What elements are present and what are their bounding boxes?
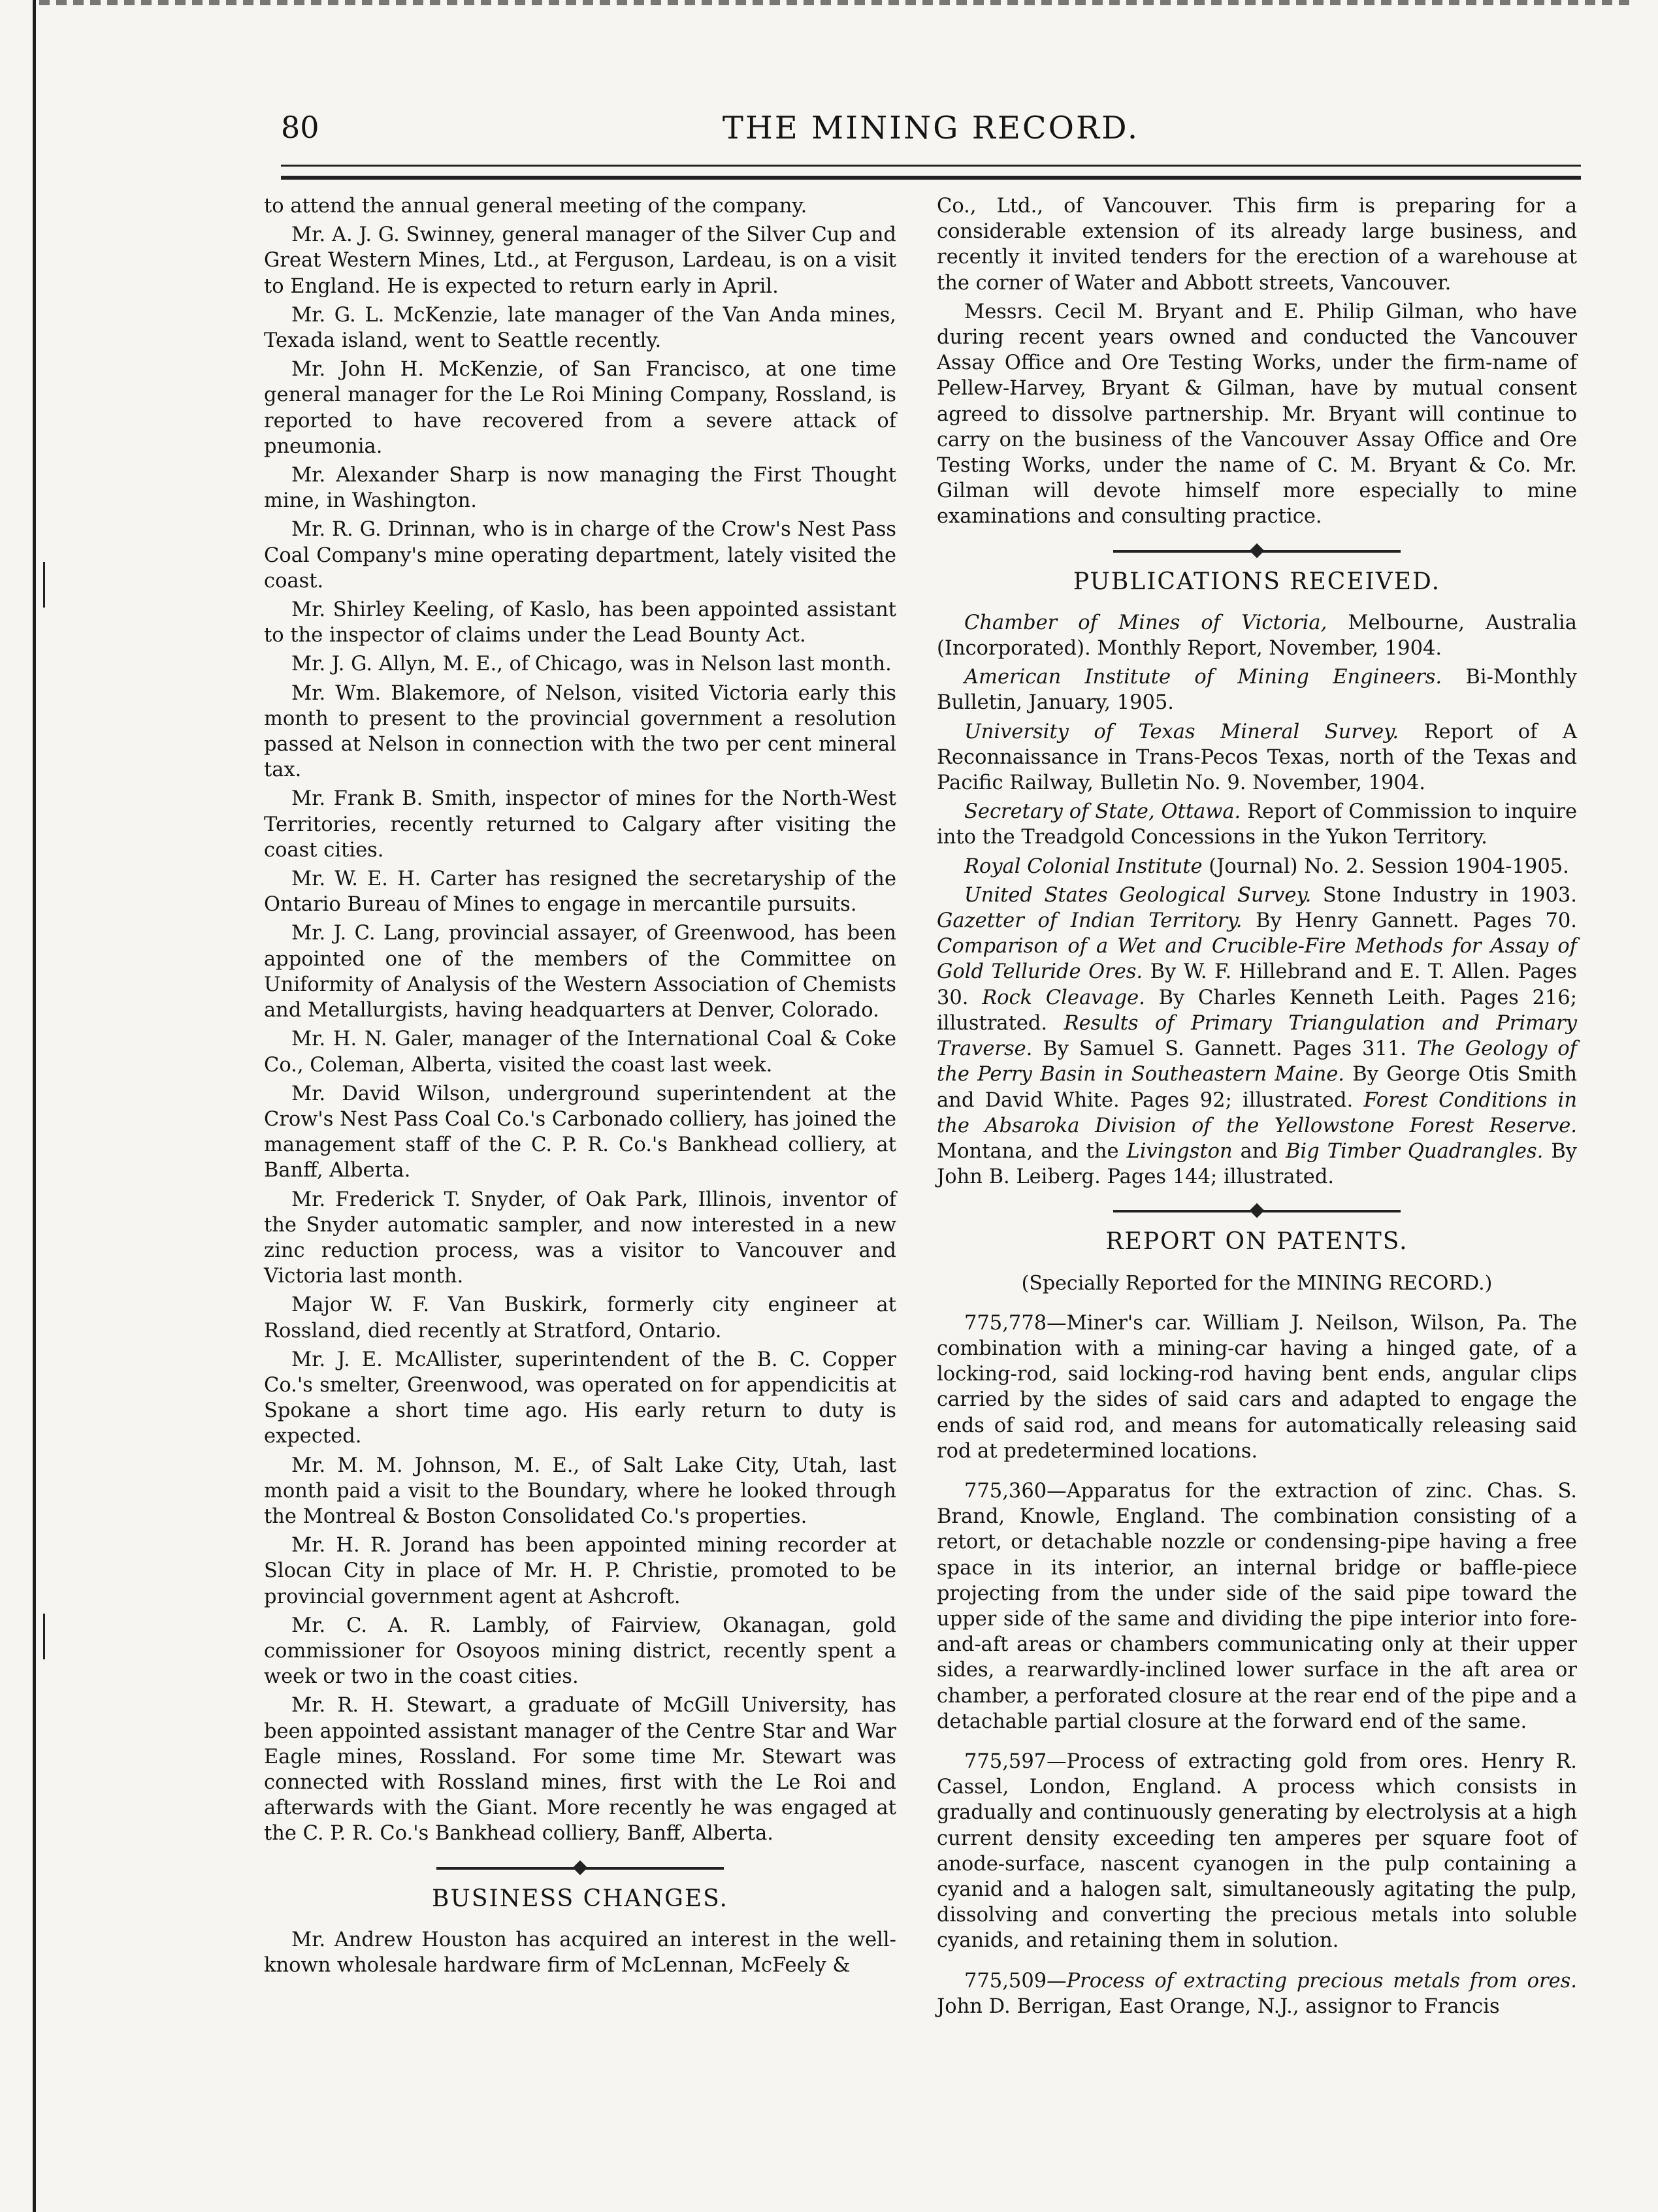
- publication-title: Comparison of a Wet and Crucible-Fire Methods for Assay of Gold Telluride Ores.: [937, 935, 1577, 984]
- paragraph: Mr. W. E. H. Carter has resigned the secretaryship of the Ontario Bureau of Mines to engage in mercantile pursuits.: [264, 868, 896, 917]
- paragraph: Mr. Frederick T. Snyder, of Oak Park, Illinois, inventor of the Snyder automatic sampler, and now interested in a new zinc reduction process, was a visitor to Vancouver and Victoria last month.: [264, 1188, 896, 1288]
- publication-entry: [937, 664, 1577, 715]
- publication-entry: [937, 719, 1577, 796]
- publication-entry: [937, 854, 1577, 879]
- page-header: [281, 110, 1581, 155]
- patent-entry: [937, 1968, 1577, 2019]
- publication-title: Results of Primary Triangulation and Primary Traverse.: [937, 1011, 1577, 1061]
- torn-top-edge: [39, 0, 1633, 5]
- paragraph: Mr. R. H. Stewart, a graduate of McGill University, has been appointed assistant manager of the Centre Star and War Eagle mines, Rossland. For some time Mr. Stewart was connected with Rossland mines, first with the Le Roi and afterwards with the Giant. More recently he was engaged at the C. P. R. Co.'s Bankhead colliery, Banff, Alberta.: [264, 1694, 896, 1846]
- publication-text: By Samuel S. Gannett. Pages 311.: [1032, 1037, 1417, 1061]
- publication-text: Montana, and the: [937, 1139, 1127, 1163]
- paragraph: Mr. Wm. Blakemore, of Nelson, visited Victoria early this month to present to the provincial government a resolution passed at Nelson in connection with the two per cent mineral tax.: [264, 681, 896, 782]
- publication-text: Report of Commission to inquire into the Treadgold Concessions in the Yukon Territory.: [937, 800, 1578, 849]
- patent-entry: 775,778—Miner's car. William J. Neilson, Wilson, Pa. The combination with a mining-car having a hinged gate, of a locking-rod, said locking-rod having bent ends, angular clips carried by the sides of said cars and adapted to engage the ends of said rod, and means for automatically releasing said rod at predetermined locations.: [937, 1311, 1577, 1463]
- header-rule: [281, 165, 1581, 180]
- publication-title: Livingston: [1126, 1139, 1233, 1163]
- section-divider: [436, 1862, 724, 1874]
- publication-text: By W. F. Hillebrand and E. T. Allen. Pages 30.: [937, 960, 1577, 1009]
- publication-text: By Charles Kenneth Leith. Pages 216; illustrated.: [937, 986, 1577, 1035]
- paragraph: Mr. David Wilson, underground superintendent at the Crow's Nest Pass Coal Co.'s Carbonado colliery, has joined the management staff of the C. P. R. Co.'s Bankhead colliery, at Banff, Alberta.: [264, 1082, 896, 1182]
- paragraph: Mr. Alexander Sharp is now managing the First Thought mine, in Washington.: [264, 464, 896, 513]
- paragraph: Mr. J. E. McAllister, superintendent of the B. C. Copper Co.'s smelter, Greenwood, was operated on for appendicitis at Spokane a short time ago. His early return to duty is expected.: [264, 1348, 896, 1448]
- paragraph: Mr. H. N. Galer, manager of the International Coal & Coke Co., Coleman, Alberta, visited the coast last week.: [264, 1028, 896, 1077]
- page-binding-edge: [33, 0, 36, 2212]
- publication-title: Gazetter of Indian Territory.: [937, 909, 1243, 933]
- publication-text: (Journal) No. 2. Session 1904-1905.: [1202, 854, 1569, 878]
- paragraph: Mr. G. L. McKenzie, late manager of the Van Anda mines, Texada island, went to Seattle recently.: [264, 303, 896, 353]
- paragraph: Mr. C. A. R. Lambly, of Fairview, Okanagan, gold commissioner for Osoyoos mining district, recently spent a week or two in the coast cities.: [264, 1614, 896, 1689]
- paragraph: Mr. Andrew Houston has acquired an interest in the well-known wholesale hardware firm of McLennan, McFeely &: [264, 1928, 896, 1977]
- patent-entry: 775,360—Apparatus for the extraction of zinc. Chas. S. Brand, Knowle, England. The combination consisting of a retort, or detachable nozzle or condensing-pipe having a free space in its interior, an internal bridge or baffle-piece projecting from the under side of the said pipe toward the upper side of the same and dividing the pipe interior into fore-and-aft areas or chambers communicating only at their upper sides, a rearwardly-inclined lower surface in the aft area or chamber, a perforated closure at the rear end of the pipe and a detachable partial closure at the forward end of the same.: [937, 1479, 1577, 1733]
- publications-heading: PUBLICATIONS RECEIVED.: [1073, 568, 1441, 595]
- publication-source: Secretary of State, Ottawa.: [964, 800, 1241, 824]
- publication-text: Stone Industry in 1903.: [1311, 883, 1577, 907]
- section-divider: [1113, 1205, 1401, 1217]
- publication-text: Melbourne, Australia (Incorporated). Monthly Report, November, 1904.: [937, 611, 1577, 660]
- patent-title: —Process of extracting precious metals from ores.: [1047, 1969, 1577, 1992]
- publication-source: United States Geological Survey.: [964, 883, 1312, 907]
- publication-text: By Henry Gannett. Pages 70.: [1242, 909, 1577, 933]
- business-changes-heading: BUSINESS CHANGES.: [432, 1885, 728, 1912]
- patent-number: 775,509: [964, 1969, 1047, 1992]
- publication-text: By John B. Leiberg. Pages 144; illustrated.: [937, 1139, 1577, 1189]
- paragraph: Co., Ltd., of Vancouver. This firm is preparing for a considerable extension of its already large business, and recently it invited tenders for the erection of a warehouse at the corner of Water and Abbott streets, Vancouver.: [937, 195, 1577, 295]
- paragraph: Mr. A. J. G. Swinney, general manager of the Silver Cup and Great Western Mines, Ltd., at Ferguson, Lardeau, is on a visit to England. He is expected to return early in April.: [264, 223, 896, 298]
- paragraph: Mr. Frank B. Smith, inspector of mines for the North-West Territories, recently returned to Calgary after visiting the coast cities.: [264, 787, 896, 862]
- left-column: [264, 193, 896, 1981]
- paragraph: Messrs. Cecil M. Bryant and E. Philip Gilman, who have during recent years owned and conducted the Vancouver Assay Office and Ore Testing Works, under the firm-name of Pellew-Harvey, Bryant & Gilman, have by mutual consent agreed to dissolve partnership. Mr. Bryant will continue to carry on the business of the Vancouver Assay Office and Ore Testing Works, under the name of C. M. Bryant & Co. Mr. Gilman will devote himself more especially to mine examinations and consulting practice.: [937, 300, 1577, 529]
- publication-entry: [937, 799, 1577, 850]
- section-divider: [1113, 545, 1401, 557]
- publication-entry: [937, 610, 1577, 661]
- publication-text: and: [1232, 1139, 1286, 1163]
- paragraph: to attend the annual general meeting of the company.: [264, 195, 807, 218]
- page-number: 80: [281, 110, 319, 145]
- publication-source: University of Texas Mineral Survey.: [964, 720, 1399, 743]
- publication-text: Bi-Monthly Bulletin, January, 1905.: [937, 666, 1577, 715]
- margin-mark: [43, 1614, 45, 1659]
- paragraph: Mr. Shirley Keeling, of Kaslo, has been appointed assistant to the inspector of claims under the Lead Bounty Act.: [264, 598, 896, 647]
- publication-text: Report of A Reconnaissance in Trans-Pecos Texas, north of the Texas and Pacific Railway, Bulletin No. 9. November, 1904.: [937, 720, 1577, 795]
- publication-title: Big Timber Quadrangles.: [1286, 1139, 1544, 1163]
- publication-source: American Institute of Mining Engineers.: [964, 666, 1442, 689]
- right-column: [937, 193, 1577, 2034]
- journal-title: THE MINING RECORD.: [722, 110, 1140, 146]
- publication-text: By George Otis Smith and David White. Pages 92; illustrated.: [937, 1063, 1577, 1112]
- margin-mark: [43, 562, 45, 608]
- paragraph: Mr. H. R. Jorand has been appointed mining recorder at Slocan City in place of Mr. H. P. Christie, promoted to be provincial government agent at Ashcroft.: [264, 1534, 896, 1608]
- paragraph: Mr. M. M. Johnson, M. E., of Salt Lake City, Utah, last month paid a visit to the Boundary, where he looked through the Montreal & Boston Consolidated Co.'s properties.: [264, 1454, 896, 1528]
- patents-heading: REPORT ON PATENTS.: [1105, 1228, 1408, 1256]
- paragraph: Mr. R. G. Drinnan, who is in charge of the Crow's Nest Pass Coal Company's mine operating department, lately visited the coast.: [264, 518, 896, 593]
- publication-source: Royal Colonial Institute: [964, 854, 1203, 878]
- patent-entry: 775,597—Process of extracting gold from ores. Henry R. Cassel, London, England. A process which consists in gradually and continuously generating by electrolysis at a high current density exceeding ten amperes per square foot of anode-surface, nascent cyanogen in the pulp containing a cyanid and a halogen salt, simultaneously agitating the pulp, dissolving and converting the precious metals into soluble cyanids, and retaining them in solution.: [937, 1749, 1577, 1953]
- paragraph: Mr. John H. McKenzie, of San Francisco, at one time general manager for the Le Roi Mining Company, Rossland, is reported to have recovered from a severe attack of pneumonia.: [264, 358, 896, 458]
- paragraph: Major W. F. Van Buskirk, formerly city engineer at Rossland, died recently at Stratford, Ontario.: [264, 1293, 896, 1342]
- patent-text: John D. Berrigan, East Orange, N.J., assignor to Francis: [937, 1994, 1500, 2018]
- publication-source: Chamber of Mines of Victoria,: [964, 611, 1327, 634]
- publication-title: Forest Conditions in the Absaroka Division of the Yellowstone Forest Reserve.: [937, 1088, 1577, 1137]
- patent-list: [937, 1310, 1577, 2019]
- publication-title: The Geology of the Perry Basin in Southeastern Maine.: [937, 1037, 1577, 1086]
- patents-subheading: (Specially Reported for the MINING RECORD.): [1021, 1271, 1493, 1295]
- publication-title: Rock Cleavage.: [982, 986, 1145, 1009]
- paragraph: Mr. J. C. Lang, provincial assayer, of Greenwood, has been appointed one of the members of the Committee on Uniformity of Analysis of the Western Association of Chemists and Metallurgists, having headquarters at Denver, Colorado.: [264, 922, 896, 1022]
- paragraph: Mr. J. G. Allyn, M. E., of Chicago, was in Nelson last month.: [291, 653, 892, 676]
- usgs-publications-entry: [937, 883, 1577, 1190]
